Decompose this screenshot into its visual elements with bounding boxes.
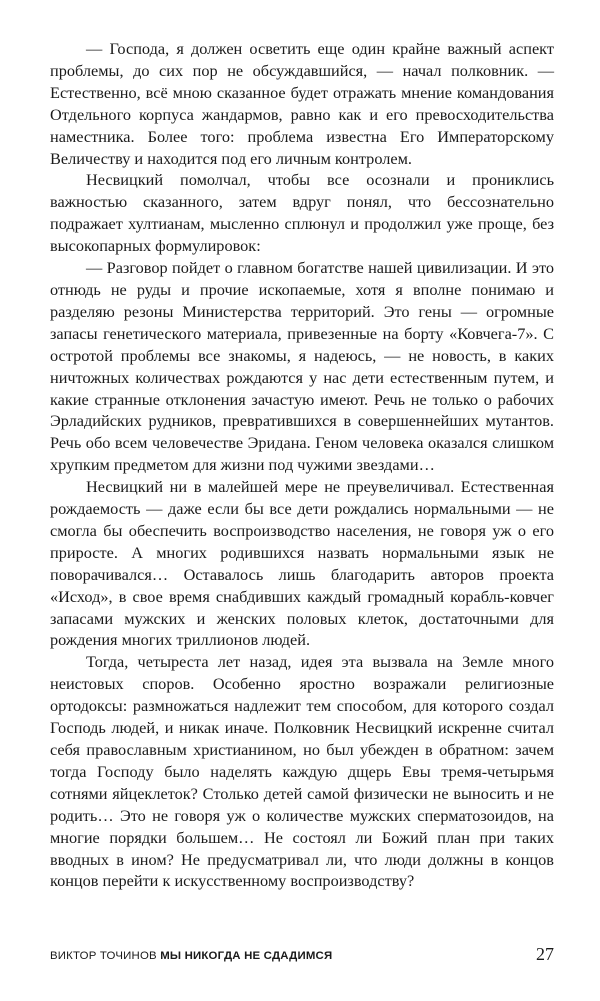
paragraph-2: Несвицкий помолчал, чтобы все осознали и прониклись важностью сказанного, затем вдруг понял, что бессознательно подражает хултианам, мысленно сплюнул и продолжил уже проще, без высокопарных формулировок: (50, 170, 554, 256)
paragraph-3: — Разговор пойдет о главном богатстве нашей цивилизации. И это отнюдь не руды и прочие ископаемые, хотя я вполне понимаю и разделяю резоны Министерства территорий. Это гены — огромные запасы генетического материала, привезенные на борту «Ковчега-7». С остротой проблемы все знакомы, я надеюсь, — не новость, в каких ничтожных количествах рождаются у нас дети естественным путем, и какие странные отклонения зачастую имеют. Речь не только о рабочих Эрладийских рудников, превратившихся в совершеннейших мутантов. Речь обо всем человечестве Эридана. Геном человека оказался слишком хрупким предметом для жизни под чужими звездами… (50, 258, 554, 475)
page-number: 27 (536, 944, 554, 964)
body-text (50, 38, 554, 892)
footer-author-name: ВИКТОР ТОЧИНОВ (50, 950, 157, 962)
paragraph-1: — Господа, я должен осветить еще один крайне важный аспект проблемы, до сих пор не обсуждавшийся, — начал полковник. — Естественно, всё мною сказанное будет отражать мнение командования Отдельного корпуса жандармов, равно как и его превосходительства наместника. Более того: проблема известна Его Императорскому Величеству и находится под его личным контролем. (50, 39, 554, 168)
footer-book-title: МЫ НИКОГДА НЕ СДАДИМСЯ (160, 950, 333, 962)
paragraph-5: Тогда, четыреста лет назад, идея эта вызвала на Земле много неистовых споров. Особенно яростно возражали религиозные ортодоксы: размножаться надлежит тем способом, для которого создал Господь людей, и никак иначе. Полковник Несвицкий искренне считал себя православным христианином, но был убежден в обратном: зачем тогда Господу было наделять каждую дщерь Евы тремя-четырьмя сотнями яйцеклеток? Столько детей самой физически не выносить и не родить… Это не говоря уж о количестве мужских сперматозоидов, на многие порядки большем… Не состоял ли Божий план при таких вводных в ином? Не предусматривал ли, что люди должны в концов концов перейти к искусственному воспроизводству? (50, 652, 554, 891)
paragraph-4: Несвицкий ни в малейшей мере не преувеличивал. Естественная рождаемость — даже если бы все дети рождались нормальными — не смогла бы обеспечить воспроизводство населения, не говоря уж о его приросте. А многих родившихся назвать нормальными язык не поворачивался… Оставалось лишь благодарить авторов проекта «Исход», в свое время снабдивших каждый громадный корабль-ковчег запасами мужских и женских половых клеток, достаточными для рождения многих триллионов людей. (50, 477, 554, 650)
running-footer (50, 950, 332, 962)
page-footer (50, 944, 554, 968)
